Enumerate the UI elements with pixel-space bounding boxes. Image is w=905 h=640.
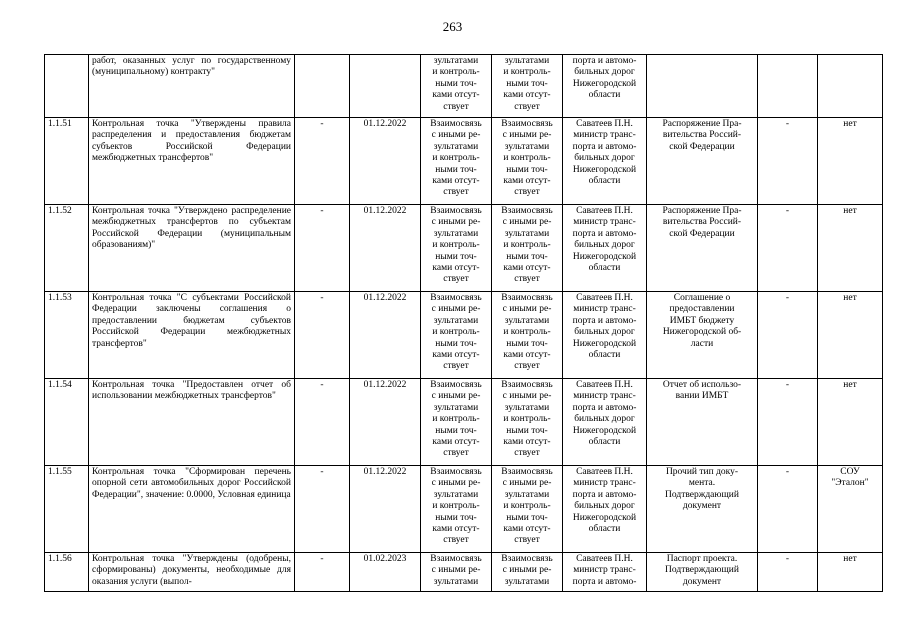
info-system-cell: нет: [818, 205, 883, 292]
previous-cell: [295, 55, 350, 118]
successor-cell: зультатами и контроль- ными точ- ками отсут- ствует: [492, 55, 563, 118]
predecessor-cell: Взаимосвязь с иными ре- зультатами и контроль- ными точ- ками отсут- ствует: [421, 379, 492, 466]
row-number: [45, 55, 89, 118]
successor-cell: Взаимосвязь с иными ре- зультатами и контроль- ными точ- ками отсут- ствует: [492, 118, 563, 205]
responsible-cell: порта и автомо- бильных дорог Нижегородской области: [563, 55, 647, 118]
row-number: 1.1.52: [45, 205, 89, 292]
document-cell: [647, 55, 758, 118]
row-number: 1.1.51: [45, 118, 89, 205]
document-cell: Паспорт проекта. Подтверждающий документ: [647, 553, 758, 592]
successor-cell: Взаимосвязь с иными ре- зультатами и контроль- ными точ- ками отсут- ствует: [492, 466, 563, 553]
predecessor-cell: Взаимосвязь с иными ре- зультатами и контроль- ными точ- ками отсут- ствует: [421, 205, 492, 292]
document-cell: Прочий тип доку- мента. Подтверждающий документ: [647, 466, 758, 553]
table-row: [45, 205, 883, 292]
previous-cell: -: [295, 553, 350, 592]
info-system-cell: нет: [818, 118, 883, 205]
previous-cell: -: [295, 205, 350, 292]
previous-cell: -: [295, 466, 350, 553]
table-row: [45, 55, 883, 118]
date-cell: 01.12.2022: [350, 205, 421, 292]
table-row: [45, 379, 883, 466]
dash-cell: -: [758, 292, 818, 379]
info-system-cell: нет: [818, 553, 883, 592]
successor-cell: Взаимосвязь с иными ре- зультатами и контроль- ными точ- ками отсут- ствует: [492, 292, 563, 379]
previous-cell: -: [295, 118, 350, 205]
responsible-cell: Саватеев П.Н. министр транс- порта и автомо-: [563, 553, 647, 592]
predecessor-cell: Взаимосвязь с иными ре- зультатами и контроль- ными точ- ками отсут- ствует: [421, 466, 492, 553]
responsible-cell: Саватеев П.Н. министр транс- порта и автомо- бильных дорог Нижегородской области: [563, 379, 647, 466]
control-point-name: Контрольная точка "С субъектами Российской Федерации заключены соглашения о предоставлении бюджетам субъектов Российской Федерации межбюджетных трансфертов": [89, 292, 295, 379]
table-row: [45, 292, 883, 379]
successor-cell: Взаимосвязь с иными ре- зультатами и контроль- ными точ- ками отсут- ствует: [492, 379, 563, 466]
responsible-cell: Саватеев П.Н. министр транс- порта и автомо- бильных дорог Нижегородской области: [563, 205, 647, 292]
predecessor-cell: зультатами и контроль- ными точ- ками отсут- ствует: [421, 55, 492, 118]
document-cell: Отчет об использо- вании ИМБТ: [647, 379, 758, 466]
document-cell: Распоряжение Пра- вительства Россий- ской Федерации: [647, 118, 758, 205]
control-point-name: Контрольная точка "Сформирован перечень опорной сети автомобильных дорог Российской Федерации", значение: 0.0000, Условная единица: [89, 466, 295, 553]
row-number: 1.1.55: [45, 466, 89, 553]
control-point-name: Контрольная точка "Утверждены (одобрены, сформированы) документы, необходимые для оказания услуги (выпол-: [89, 553, 295, 592]
previous-cell: -: [295, 292, 350, 379]
table-row: [45, 466, 883, 553]
date-cell: [350, 55, 421, 118]
successor-cell: Взаимосвязь с иными ре- зультатами и контроль- ными точ- ками отсут- ствует: [492, 205, 563, 292]
date-cell: 01.12.2022: [350, 466, 421, 553]
successor-cell: Взаимосвязь с иными ре- зультатами: [492, 553, 563, 592]
document-cell: Соглашение о предоставлении ИМБТ бюджету Нижегородской об- ласти: [647, 292, 758, 379]
row-number: 1.1.56: [45, 553, 89, 592]
responsible-cell: Саватеев П.Н. министр транс- порта и автомо- бильных дорог Нижегородской области: [563, 118, 647, 205]
dash-cell: -: [758, 205, 818, 292]
date-cell: 01.02.2023: [350, 553, 421, 592]
predecessor-cell: Взаимосвязь с иными ре- зультатами и контроль- ными точ- ками отсут- ствует: [421, 118, 492, 205]
dash-cell: [758, 55, 818, 118]
control-point-name: работ, оказанных услуг по государственному (муниципальному) контракту": [89, 55, 295, 118]
table-row: [45, 118, 883, 205]
date-cell: 01.12.2022: [350, 379, 421, 466]
info-system-cell: СОУ "Эталон": [818, 466, 883, 553]
dash-cell: -: [758, 553, 818, 592]
predecessor-cell: Взаимосвязь с иными ре- зультатами и контроль- ными точ- ками отсут- ствует: [421, 292, 492, 379]
dash-cell: -: [758, 466, 818, 553]
info-system-cell: нет: [818, 379, 883, 466]
row-number: 1.1.53: [45, 292, 89, 379]
dash-cell: -: [758, 118, 818, 205]
page-number: 263: [442, 19, 463, 34]
previous-cell: -: [295, 379, 350, 466]
responsible-cell: Саватеев П.Н. министр транс- порта и автомо- бильных дорог Нижегородской области: [563, 292, 647, 379]
info-system-cell: нет: [818, 292, 883, 379]
row-number: 1.1.54: [45, 379, 89, 466]
date-cell: 01.12.2022: [350, 118, 421, 205]
control-point-name: Контрольная точка "Утверждены правила распределения и предоставления бюджетам субъектов Российской Федерации межбюджетных трансфертов": [89, 118, 295, 205]
control-points-table: [44, 54, 883, 592]
control-point-name: Контрольная точка "Утверждено распределение межбюджетных трансфертов по субъектам Российской Федерации (муниципальным образованиям)": [89, 205, 295, 292]
control-point-name: Контрольная точка "Предоставлен отчет об использовании межбюджетных трансфертов": [89, 379, 295, 466]
date-cell: 01.12.2022: [350, 292, 421, 379]
dash-cell: -: [758, 379, 818, 466]
responsible-cell: Саватеев П.Н. министр транс- порта и автомо- бильных дорог Нижегородской области: [563, 466, 647, 553]
table-row: [45, 553, 883, 592]
info-system-cell: [818, 55, 883, 118]
predecessor-cell: Взаимосвязь с иными ре- зультатами: [421, 553, 492, 592]
document-cell: Распоряжение Пра- вительства Россий- ской Федерации: [647, 205, 758, 292]
